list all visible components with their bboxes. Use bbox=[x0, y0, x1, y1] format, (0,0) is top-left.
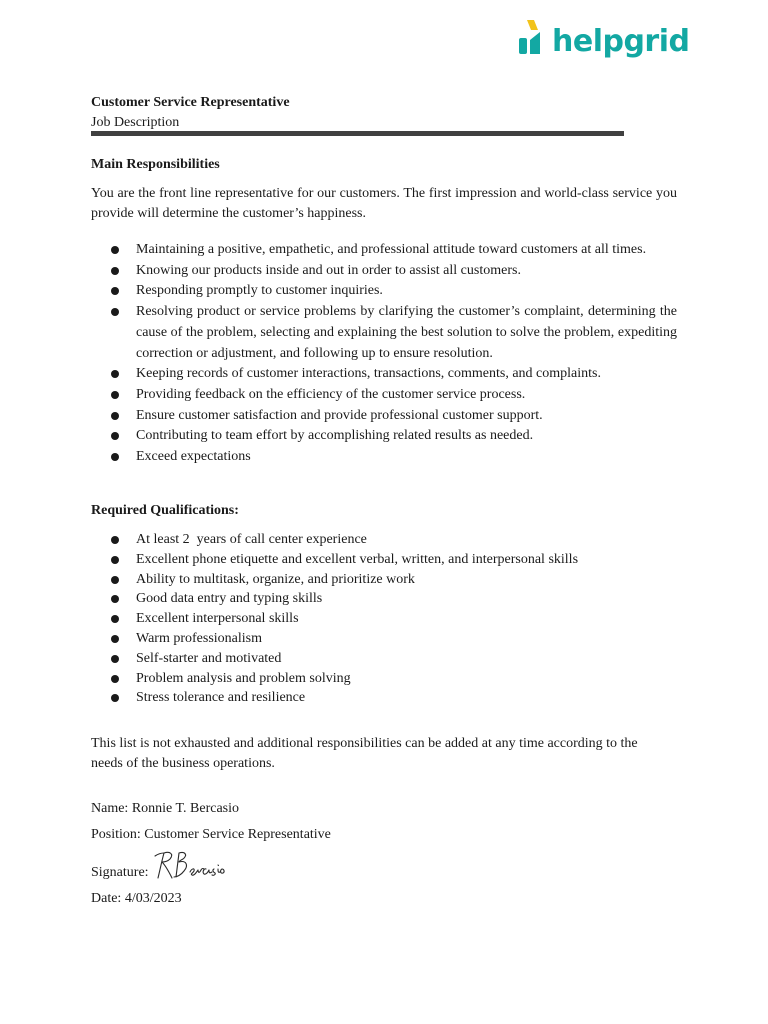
bullet-icon bbox=[111, 246, 119, 254]
bullet-icon bbox=[111, 635, 119, 643]
list-item bbox=[91, 629, 677, 649]
list-item bbox=[91, 426, 677, 447]
list-item-text: Knowing our products inside and out in order to assist all customers. bbox=[136, 262, 521, 278]
list-item-text: Keeping records of customer interactions, transactions, comments, and complaints. bbox=[136, 366, 601, 382]
document-subtitle: Job Description bbox=[91, 115, 180, 130]
list-item-text: Excellent phone etiquette and excellent verbal, written, and interpersonal skills bbox=[136, 551, 579, 567]
list-item bbox=[91, 261, 677, 282]
list-item-text: Ensure customer satisfaction and provide professional customer support. bbox=[136, 407, 543, 423]
bullet-icon bbox=[111, 453, 119, 461]
position-line: Position: Customer Service Representative bbox=[91, 827, 331, 842]
bullet-icon bbox=[111, 267, 119, 275]
list-item bbox=[91, 550, 677, 570]
required-qualifications-heading: Required Qualifications: bbox=[91, 503, 239, 518]
bullet-icon bbox=[111, 536, 119, 544]
brand-logo bbox=[516, 18, 690, 62]
bullet-icon bbox=[111, 432, 119, 440]
bullet-icon bbox=[111, 576, 119, 584]
bullet-icon bbox=[111, 391, 119, 399]
name-line: Name: Ronnie T. Bercasio bbox=[91, 801, 239, 816]
list-item bbox=[91, 364, 677, 385]
title-divider bbox=[91, 131, 624, 136]
list-item bbox=[91, 406, 677, 427]
bullet-icon bbox=[111, 655, 119, 663]
document-title: Customer Service Representative bbox=[91, 95, 290, 110]
list-item bbox=[91, 530, 677, 550]
list-item bbox=[91, 649, 677, 669]
bullet-icon bbox=[111, 370, 119, 378]
list-item bbox=[91, 385, 677, 406]
signature-label: Signature: bbox=[91, 865, 149, 880]
responsibilities-intro: You are the front line representative for our customers. The first impression and world-class service you provide will determine the customer’s happiness. bbox=[91, 186, 677, 221]
list-item-text: At least 2 years of call center experience bbox=[136, 532, 367, 547]
main-responsibilities-heading: Main Responsibilities bbox=[91, 157, 220, 172]
list-item bbox=[91, 589, 677, 609]
list-item-text: Providing feedback on the efficiency of the customer service process. bbox=[136, 386, 526, 402]
list-item-text: Good data entry and typing skills bbox=[136, 591, 323, 607]
bullet-icon bbox=[111, 595, 119, 603]
bullet-icon bbox=[111, 412, 119, 420]
helpgrid-logo-icon bbox=[516, 20, 546, 60]
bullet-icon bbox=[111, 308, 119, 316]
list-item bbox=[91, 302, 677, 364]
list-item-text: Problem analysis and problem solving bbox=[136, 670, 351, 686]
bullet-icon bbox=[111, 615, 119, 623]
closing-note: This list is not exhausted and additional responsibilities can be added at any time according to the needs of the business operations. bbox=[91, 736, 638, 771]
list-item-text: Ability to multitask, organize, and prioritize work bbox=[136, 571, 415, 587]
list-item-text: Excellent interpersonal skills bbox=[136, 611, 299, 627]
list-item bbox=[91, 609, 677, 629]
list-item-text: Contributing to team effort by accomplishing related results as needed. bbox=[136, 428, 534, 444]
list-item bbox=[91, 688, 677, 708]
list-item bbox=[91, 669, 677, 689]
bullet-icon bbox=[111, 675, 119, 683]
brand-name: helpgrid bbox=[552, 24, 690, 59]
list-item-text: Responding promptly to customer inquiries. bbox=[136, 283, 383, 299]
bullet-icon bbox=[111, 694, 119, 702]
list-item-text: Exceed expectations bbox=[136, 449, 251, 465]
list-item bbox=[91, 240, 677, 261]
bullet-icon bbox=[111, 287, 119, 295]
list-item bbox=[91, 447, 677, 468]
responsibilities-list bbox=[91, 240, 677, 468]
bullet-icon bbox=[111, 556, 119, 564]
date-line: Date: 4/03/2023 bbox=[91, 891, 182, 906]
list-item-text: Warm professionalism bbox=[136, 630, 263, 646]
signature-image bbox=[152, 848, 252, 884]
qualifications-list bbox=[91, 530, 677, 708]
list-item-text: Resolving product or service problems by clarifying the customer’s complaint, determining the cause of the problem, selecting and explaining the best solution to solve the problem, expediting correction or adjustment, and following up to ensure resolution. bbox=[136, 304, 677, 361]
list-item-text: Maintaining a positive, empathetic, and professional attitude toward customers at all times. bbox=[136, 242, 647, 257]
list-item-text: Stress tolerance and resilience bbox=[136, 690, 306, 706]
list-item-text: Self-starter and motivated bbox=[136, 650, 282, 666]
list-item bbox=[91, 570, 677, 590]
list-item bbox=[91, 281, 677, 302]
